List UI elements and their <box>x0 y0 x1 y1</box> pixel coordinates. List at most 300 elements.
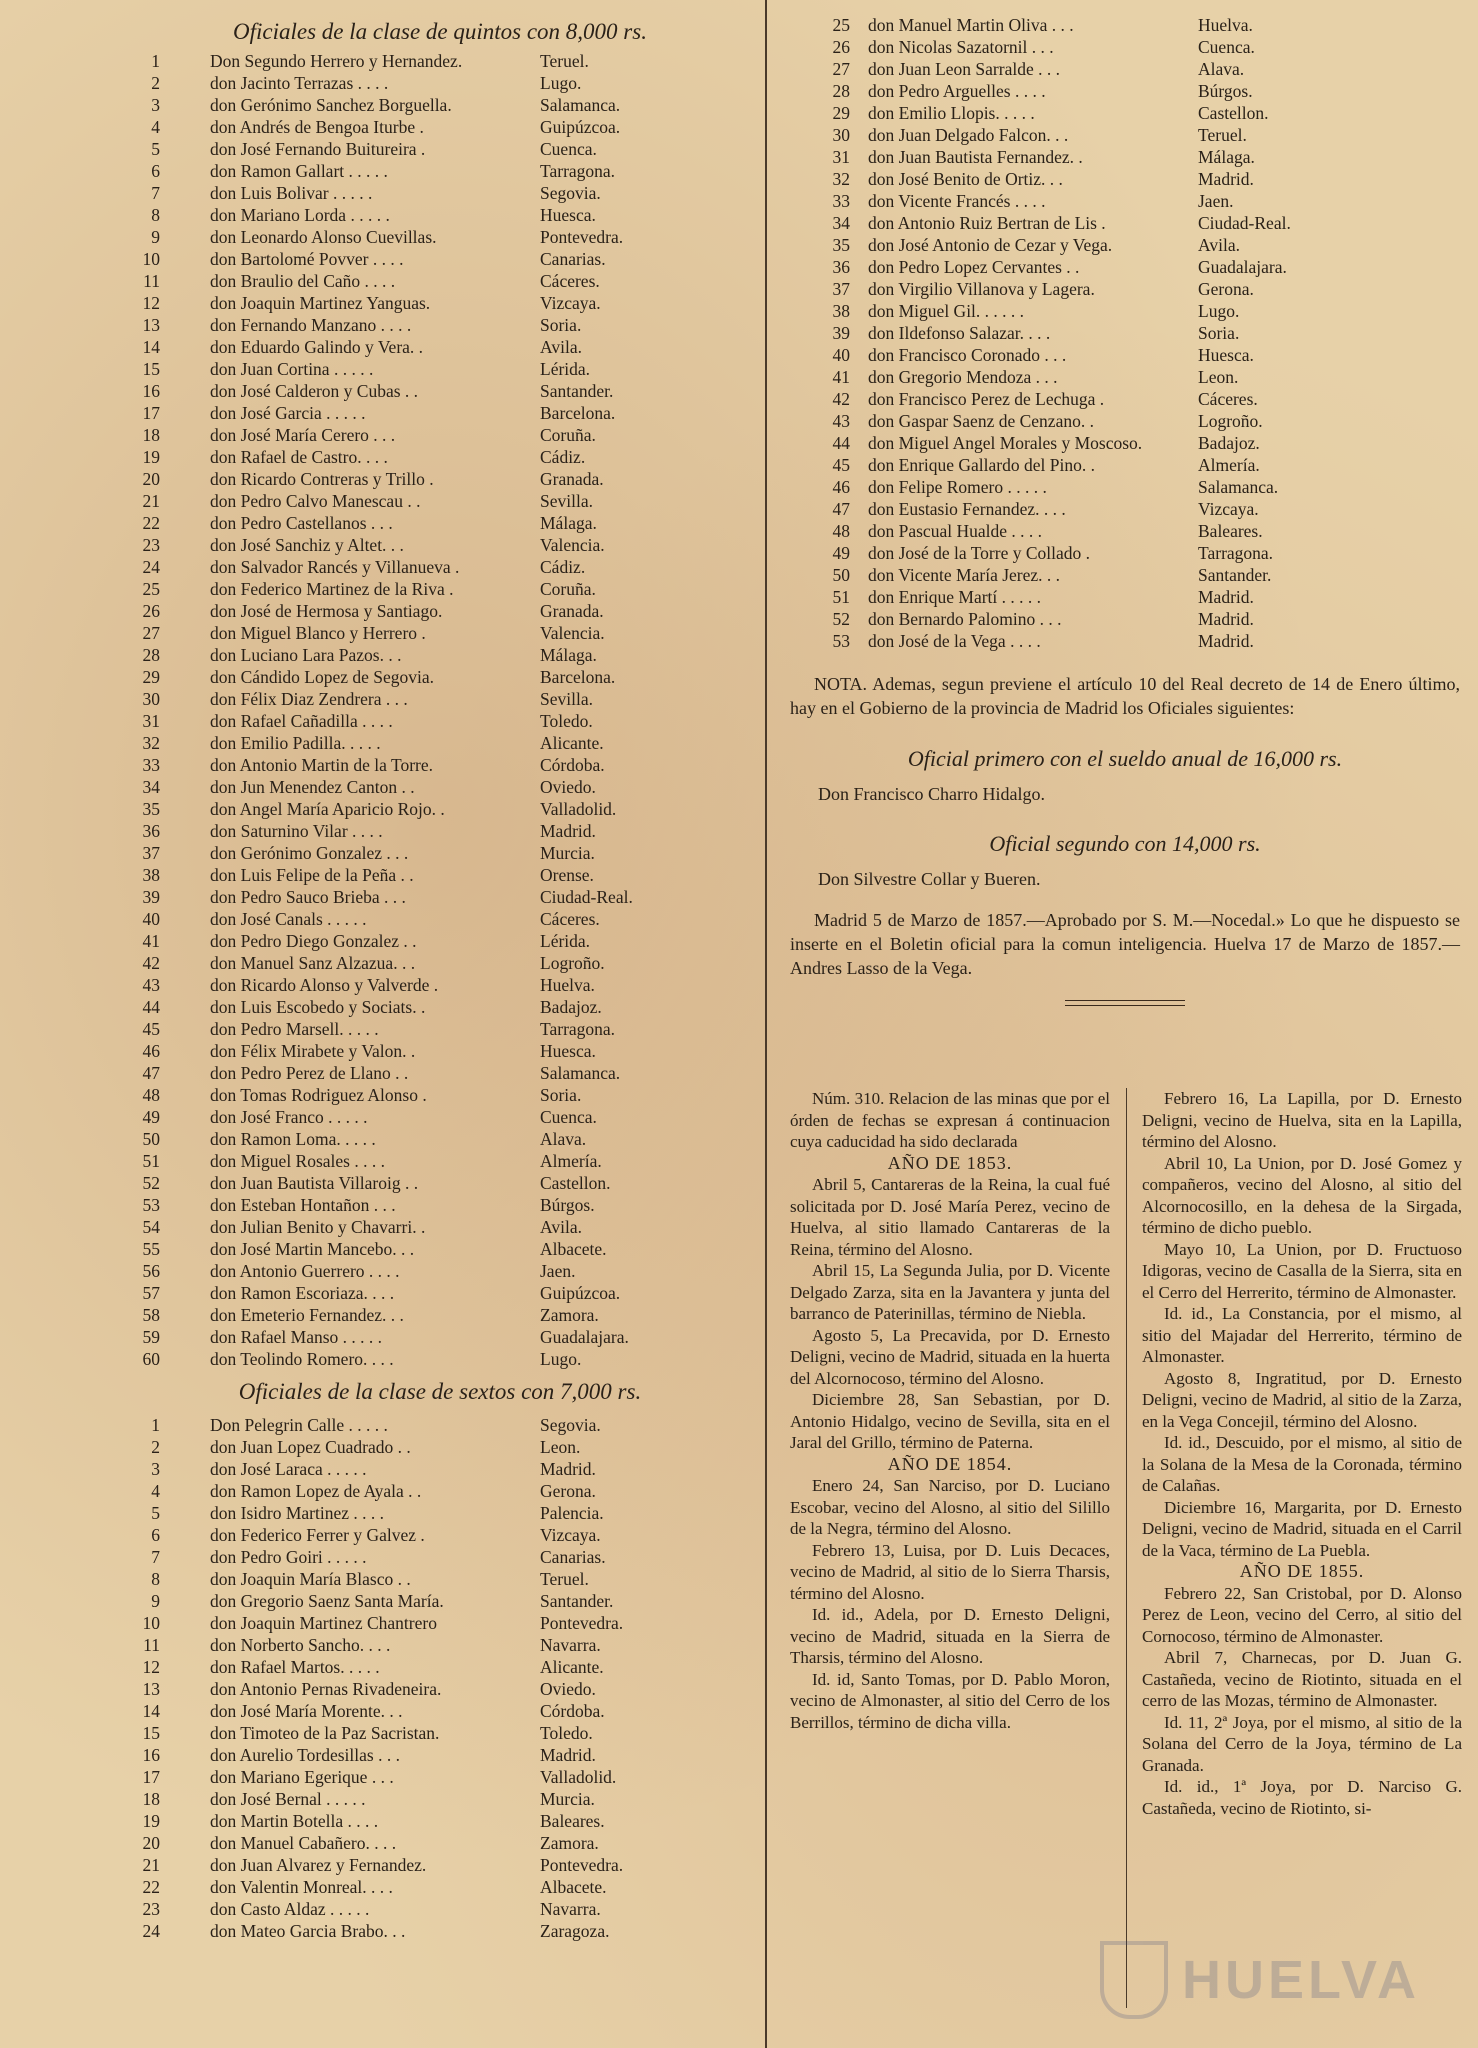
row-name: don Jacinto Terrazas . . . . <box>210 73 389 93</box>
row-name: don Pedro Perez de Llano . . <box>210 1063 409 1083</box>
list-row <box>120 644 760 666</box>
list-row <box>120 710 760 732</box>
row-province: Toledo. <box>540 1723 593 1743</box>
row-name: don Miguel Rosales . . . . <box>210 1151 385 1171</box>
list-row <box>790 212 1460 234</box>
row-number: 10 <box>142 1613 160 1633</box>
row-number: 11 <box>143 271 160 291</box>
row-number: 2 <box>151 73 160 93</box>
mine-entry: Diciembre 16, Margarita, por D. Ernesto Deligni, vecino de Madrid, situada en el Carril de la Vaca, término de La Puebla. <box>1142 1497 1462 1560</box>
row-number: 43 <box>142 975 160 995</box>
row-name: don Martin Botella . . . . <box>210 1811 379 1831</box>
row-name: don Teolindo Romero. . . . <box>210 1349 394 1369</box>
row-number: 35 <box>832 235 850 255</box>
row-province: Sevilla. <box>540 689 593 709</box>
list-row <box>120 1898 760 1920</box>
row-number: 42 <box>832 389 850 409</box>
row-province: Cádiz. <box>540 447 586 467</box>
row-number: 5 <box>151 139 160 159</box>
row-name: don Tomas Rodriguez Alonso . <box>210 1085 427 1105</box>
row-name: don Pedro Arguelles . . . . <box>868 81 1046 101</box>
row-number: 17 <box>142 1767 160 1787</box>
row-name: don Antonio Martin de la Torre. <box>210 755 433 775</box>
list-row <box>120 446 760 468</box>
row-province: Alava. <box>1198 59 1245 79</box>
row-province: Canarias. <box>540 1547 606 1567</box>
row-number: 24 <box>142 557 160 577</box>
nota-paragraph: NOTA. Ademas, segun previene el artículo 10 del Real decreto de 14 de Enero último, hay en el Gobierno de la provincia de Madrid los Oficiales siguientes: <box>790 674 1460 718</box>
row-name: don Pascual Hualde . . . . <box>868 521 1042 541</box>
row-number: 59 <box>142 1327 160 1347</box>
list-sextos <box>120 1414 760 1942</box>
row-province: Granada. <box>540 601 604 621</box>
row-province: Lérida. <box>540 359 591 379</box>
column-divider <box>765 0 767 2048</box>
row-province: Segovia. <box>540 1415 601 1435</box>
list-row <box>120 776 760 798</box>
row-province: Madrid. <box>1198 631 1254 651</box>
list-row <box>790 322 1460 344</box>
row-name: don Eduardo Galindo y Vera. . <box>210 337 424 357</box>
row-province: Madrid. <box>1198 587 1254 607</box>
list-row <box>120 270 760 292</box>
row-number: 27 <box>142 623 160 643</box>
row-province: Jaen. <box>1198 191 1234 211</box>
row-number: 12 <box>142 1657 160 1677</box>
mine-entry: Id. id, Santo Tomas, por D. Pablo Moron, vecino de Almonaster, al sitio del Cerro de los Berrillos, término de dicha villa. <box>790 1669 1110 1732</box>
row-name: don Fernando Manzano . . . . <box>210 315 412 335</box>
row-number: 57 <box>142 1283 160 1303</box>
row-number: 2 <box>151 1437 160 1457</box>
row-number: 15 <box>142 1723 160 1743</box>
row-province: Badajoz. <box>540 997 602 1017</box>
row-name: don Angel María Aparicio Rojo. . <box>210 799 445 819</box>
row-number: 39 <box>142 887 160 907</box>
row-name: don Pedro Sauco Brieba . . . <box>210 887 406 907</box>
row-province: Madrid. <box>540 1745 596 1765</box>
subheading-oficial-segundo: Oficial segundo con 14,000 rs. <box>989 831 1261 856</box>
row-province: Salamanca. <box>1198 477 1279 497</box>
mine-entry: Abril 15, La Segunda Julia, por D. Vicente Delgado Zarza, sita en la Javantera y junta del barranco de Paterinillas, término de Niebla. <box>790 1261 1110 1323</box>
row-province: Castellon. <box>540 1173 611 1193</box>
row-province: Tarragona. <box>540 161 616 181</box>
row-name: don Gregorio Saenz Santa María. <box>210 1591 444 1611</box>
row-province: Barcelona. <box>540 667 616 687</box>
list-row <box>120 622 760 644</box>
row-province: Segovia. <box>540 183 601 203</box>
row-number: 22 <box>142 1877 160 1897</box>
row-name: don Rafael Martos. . . . . <box>210 1657 380 1677</box>
row-name: don Vicente María Jerez. . . <box>868 565 1061 585</box>
row-number: 19 <box>142 1811 160 1831</box>
row-number: 26 <box>832 37 850 57</box>
row-number: 3 <box>151 95 160 115</box>
row-province: Alava. <box>540 1129 587 1149</box>
row-number: 35 <box>142 799 160 819</box>
list-row <box>120 1744 760 1766</box>
row-name: don Manuel Sanz Alzazua. . . <box>210 953 416 973</box>
mine-entry: Id. id., Adela, por D. Ernesto Deligni, vecino de Madrid, situada en la Sierra de Tharsis, término del Alosno. <box>790 1605 1110 1667</box>
list-row <box>790 388 1460 410</box>
list-row <box>120 1458 760 1480</box>
list-row <box>790 80 1460 102</box>
row-name: don José de la Vega . . . . <box>868 631 1041 651</box>
row-province: Badajoz. <box>1198 433 1260 453</box>
row-number: 6 <box>151 161 160 181</box>
row-name: don Antonio Pernas Rivadeneira. <box>210 1679 442 1699</box>
row-name: don Bartolomé Povver . . . . <box>210 249 404 269</box>
row-province: Murcia. <box>540 1789 595 1809</box>
list-row <box>120 490 760 512</box>
row-name: don Pedro Calvo Manescau . . <box>210 491 421 511</box>
row-name: don José Antonio de Cezar y Vega. <box>868 235 1113 255</box>
row-name: don Rafael Manso . . . . . <box>210 1327 383 1347</box>
list-row <box>120 94 760 116</box>
row-name: don Ramon Loma. . . . . <box>210 1129 376 1149</box>
row-name: don Joaquin Martinez Yanguas. <box>210 293 431 313</box>
list-row <box>120 182 760 204</box>
row-number: 8 <box>151 1569 160 1589</box>
row-number: 51 <box>832 587 850 607</box>
list-row <box>120 402 760 424</box>
list-row <box>120 1150 760 1172</box>
row-province: Toledo. <box>540 711 593 731</box>
list-row <box>120 358 760 380</box>
list-row <box>120 1304 760 1326</box>
row-province: Vizcaya. <box>540 1525 601 1545</box>
row-name: don Timoteo de la Paz Sacristan. <box>210 1723 440 1743</box>
row-province: Soria. <box>540 315 582 335</box>
list-row <box>120 1920 760 1942</box>
row-name: don Luis Escobedo y Sociats. . <box>210 997 426 1017</box>
row-name: don Norberto Sancho. . . . <box>210 1635 391 1655</box>
row-name: don Pedro Goiri . . . . . <box>210 1547 367 1567</box>
row-number: 44 <box>142 997 160 1017</box>
list-row <box>120 952 760 974</box>
row-number: 50 <box>832 565 850 585</box>
row-province: Canarias. <box>540 249 606 269</box>
row-number: 31 <box>832 147 850 167</box>
row-name: don Julian Benito y Chavarri. . <box>210 1217 426 1237</box>
row-province: Alicante. <box>540 1657 604 1677</box>
row-province: Barcelona. <box>540 403 616 423</box>
list-row <box>120 534 760 556</box>
row-province: Salamanca. <box>540 95 621 115</box>
row-province: Huelva. <box>1198 15 1253 35</box>
row-number: 21 <box>142 1855 160 1875</box>
row-number: 1 <box>151 1415 160 1435</box>
closing-paragraph: Madrid 5 de Marzo de 1857.—Aprobado por S. M.—Nocedal.» Lo que he dispuesto se inserte en el Boletin oficial para la comun inteligencia. Huelva 17 de Marzo de 1857.—Andres Lasso de la Vega. <box>790 910 1460 978</box>
row-name: don Gerónimo Sanchez Borguella. <box>210 95 452 115</box>
row-province: Castellon. <box>1198 103 1269 123</box>
list-row <box>790 630 1460 652</box>
mines-column-b <box>1142 1088 1462 1819</box>
list-row <box>790 278 1460 300</box>
row-name: don Salvador Rancés y Villanueva . <box>210 557 460 577</box>
row-name: don Eustasio Fernandez. . . . <box>868 499 1066 519</box>
row-province: Orense. <box>540 865 594 885</box>
list-row <box>120 1238 760 1260</box>
row-name: don José Fernando Buitureira . <box>210 139 426 159</box>
row-province: Madrid. <box>1198 609 1254 629</box>
row-name: don Pedro Diego Gonzalez . . <box>210 931 417 951</box>
row-number: 13 <box>142 1679 160 1699</box>
row-province: Baleares. <box>540 1811 605 1831</box>
list-row <box>790 256 1460 278</box>
row-number: 36 <box>142 821 160 841</box>
row-name: don Mariano Lorda . . . . . <box>210 205 390 225</box>
row-name: don José Garcia . . . . . <box>210 403 366 423</box>
row-province: Madrid. <box>540 821 596 841</box>
row-province: Guadalajara. <box>540 1327 629 1347</box>
row-name: don Isidro Martinez . . . . <box>210 1503 384 1523</box>
row-number: 58 <box>142 1305 160 1325</box>
row-name: don Manuel Cabañero. . . . <box>210 1833 397 1853</box>
row-number: 51 <box>142 1151 160 1171</box>
row-number: 52 <box>142 1173 160 1193</box>
row-number: 20 <box>142 469 160 489</box>
row-province: Málaga. <box>540 513 597 533</box>
row-number: 18 <box>142 425 160 445</box>
row-name: don Federico Ferrer y Galvez . <box>210 1525 425 1545</box>
mine-entry: Agosto 5, La Precavida, por D. Ernesto Deligni, vecino de Madrid, situada en la huerta del Alcornocoso, término del Alosno. <box>790 1325 1110 1388</box>
list-row <box>790 410 1460 432</box>
list-row <box>120 50 760 72</box>
row-name: don Bernardo Palomino . . . <box>868 609 1062 629</box>
list-row <box>120 1722 760 1744</box>
list-row <box>120 1326 760 1348</box>
mine-entry: Id. id., Descuido, por el mismo, al sitio de la Solana de la Mesa de la Coronada, término de Calañas. <box>1142 1433 1462 1495</box>
row-name: don Ramon Escoriaza. . . . <box>210 1283 395 1303</box>
row-name: don Gregorio Mendoza . . . <box>868 367 1058 387</box>
mine-entry: Abril 5, Cantareras de la Reina, la cual fué solicitada por D. José María Perez, vecino de Huelva, al sitio llamado Cantareras de la Reina, término del Alosno. <box>790 1175 1110 1259</box>
year-heading: AÑO DE 1855. <box>1239 1561 1365 1581</box>
row-number: 38 <box>142 865 160 885</box>
row-province: Lugo. <box>1198 301 1240 321</box>
row-number: 38 <box>832 301 850 321</box>
list-sextos-continued <box>790 14 1460 652</box>
row-province: Valencia. <box>540 623 605 643</box>
row-number: 46 <box>832 477 850 497</box>
list-row <box>790 14 1460 36</box>
row-number: 5 <box>151 1503 160 1523</box>
row-province: Navarra. <box>540 1635 601 1655</box>
list-quintos <box>120 50 760 1370</box>
list-row <box>120 1612 760 1634</box>
row-name: don José Sanchiz y Altet. . . <box>210 535 404 555</box>
list-row <box>120 864 760 886</box>
row-number: 32 <box>142 733 160 753</box>
year-heading: AÑO DE 1853. <box>887 1152 1013 1173</box>
row-number: 14 <box>142 337 160 357</box>
row-number: 26 <box>142 601 160 621</box>
list-row <box>120 688 760 710</box>
row-number: 45 <box>142 1019 160 1039</box>
row-name: don Antonio Guerrero . . . . <box>210 1261 400 1281</box>
row-province: Búrgos. <box>1198 81 1253 101</box>
list-row <box>120 138 760 160</box>
list-row <box>120 292 760 314</box>
list-row <box>120 1282 760 1304</box>
row-province: Lugo. <box>540 1349 582 1369</box>
row-name: don Leonardo Alonso Cuevillas. <box>210 227 437 247</box>
row-name: don Luciano Lara Pazos. . . <box>210 645 402 665</box>
row-number: 16 <box>142 381 160 401</box>
row-province: Navarra. <box>540 1899 601 1919</box>
list-row <box>120 1700 760 1722</box>
row-province: Málaga. <box>1198 147 1255 167</box>
mines-section <box>790 1088 1460 2018</box>
row-province: Cáceres. <box>1198 389 1258 409</box>
row-name: don Enrique Gallardo del Pino. . <box>868 455 1095 475</box>
row-province: Cuenca. <box>540 139 597 159</box>
row-number: 7 <box>151 1547 160 1567</box>
row-province: Huesca. <box>1198 345 1254 365</box>
list-row <box>120 1480 760 1502</box>
row-name: don Miguel Angel Morales y Moscoso. <box>868 433 1143 453</box>
person-oficial-primero: Don Francisco Charro Hidalgo. <box>818 784 1045 804</box>
row-province: Soria. <box>540 1085 582 1105</box>
list-row <box>120 468 760 490</box>
row-name: Don Pelegrin Calle . . . . . <box>210 1415 388 1435</box>
shield-icon <box>1100 1941 1168 2019</box>
row-number: 34 <box>142 777 160 797</box>
mine-entry: Febrero 13, Luisa, por D. Luis Decaces, vecino de Madrid, al sitio de lo Sierra Tharsis, término del Alosno. <box>790 1540 1110 1603</box>
row-province: Cuenca. <box>1198 37 1255 57</box>
left-column <box>120 14 760 1942</box>
row-province: Santander. <box>1198 565 1272 585</box>
row-province: Huesca. <box>540 205 596 225</box>
list-row <box>120 116 760 138</box>
row-number: 41 <box>142 931 160 951</box>
row-number: 4 <box>151 1481 160 1501</box>
row-number: 9 <box>151 1591 160 1611</box>
row-number: 18 <box>142 1789 160 1809</box>
row-province: Albacete. <box>540 1239 607 1259</box>
row-name: don Enrique Martí . . . . . <box>868 587 1042 607</box>
row-name: don Mariano Egerique . . . <box>210 1767 394 1787</box>
person-oficial-segundo: Don Silvestre Collar y Bueren. <box>818 869 1041 889</box>
row-number: 28 <box>142 645 160 665</box>
row-number: 54 <box>142 1217 160 1237</box>
row-number: 23 <box>142 535 160 555</box>
list-row <box>120 820 760 842</box>
row-number: 14 <box>142 1701 160 1721</box>
list-row <box>120 1106 760 1128</box>
row-number: 53 <box>832 631 850 651</box>
row-province: Pontevedra. <box>540 227 624 247</box>
list-row <box>120 732 760 754</box>
row-province: Sevilla. <box>540 491 593 511</box>
row-number: 1 <box>151 51 160 71</box>
row-name: don Gerónimo Gonzalez . . . <box>210 843 409 863</box>
list-row <box>120 1656 760 1678</box>
list-row <box>120 1832 760 1854</box>
list-row <box>120 1348 760 1370</box>
list-row <box>790 366 1460 388</box>
list-row <box>120 1766 760 1788</box>
row-province: Teruel. <box>540 51 589 71</box>
list-row <box>120 1414 760 1436</box>
row-name: don Gaspar Saenz de Cenzano. . <box>868 411 1094 431</box>
row-number: 12 <box>142 293 160 313</box>
list-row <box>120 1546 760 1568</box>
list-row <box>790 124 1460 146</box>
subcolumn-divider <box>1126 1088 1127 2008</box>
list-row <box>120 1062 760 1084</box>
row-province: Zaragoza. <box>540 1921 610 1941</box>
row-number: 27 <box>832 59 850 79</box>
row-number: 7 <box>151 183 160 203</box>
list-row <box>120 336 760 358</box>
row-number: 60 <box>142 1349 160 1369</box>
row-name: don Pedro Marsell. . . . . <box>210 1019 379 1039</box>
row-number: 40 <box>142 909 160 929</box>
row-name: don Ricardo Alonso y Valverde . <box>210 975 439 995</box>
row-province: Gerona. <box>540 1481 596 1501</box>
list-row <box>790 542 1460 564</box>
list-row <box>790 586 1460 608</box>
row-province: Logroño. <box>540 953 605 973</box>
row-number: 44 <box>832 433 850 453</box>
row-name: don Jun Menendez Canton . . <box>210 777 415 797</box>
mine-entry: Mayo 10, La Union, por D. Fructuoso Idigoras, vecino de Casalla de la Sierra, sita en el Cerro del Herrerito, término de Almonaster. <box>1142 1239 1462 1302</box>
row-province: Albacete. <box>540 1877 607 1897</box>
row-province: Málaga. <box>540 645 597 665</box>
row-number: 43 <box>832 411 850 431</box>
row-name: don Casto Aldaz . . . . . <box>210 1899 370 1919</box>
row-name: don Braulio del Caño . . . . <box>210 271 396 291</box>
list-row <box>120 512 760 534</box>
row-name: don Félix Diaz Zendrera . . . <box>210 689 408 709</box>
row-name: don José Martin Mancebo. . . <box>210 1239 415 1259</box>
list-row <box>120 1810 760 1832</box>
list-row <box>790 190 1460 212</box>
row-name: don Luis Felipe de la Peña . . <box>210 865 414 885</box>
mine-entry: Diciembre 28, San Sebastian, por D. Antonio Hidalgo, vecino de Sevilla, sita en el Jaral del Grillo, término de Paterna. <box>790 1390 1110 1452</box>
row-province: Huelva. <box>540 975 595 995</box>
row-name: don Nicolas Sazatornil . . . <box>868 37 1054 57</box>
row-name: don Francisco Perez de Lechuga . <box>868 389 1105 409</box>
row-province: Jaen. <box>540 1261 576 1281</box>
list-row <box>120 160 760 182</box>
row-number: 17 <box>142 403 160 423</box>
row-province: Leon. <box>540 1437 581 1457</box>
row-name: don Juan Bautista Villaroig . . <box>210 1173 419 1193</box>
row-number: 33 <box>142 755 160 775</box>
row-province: Pontevedra. <box>540 1613 624 1633</box>
row-number: 22 <box>142 513 160 533</box>
row-province: Logroño. <box>1198 411 1263 431</box>
row-province: Salamanca. <box>540 1063 621 1083</box>
row-province: Valladolid. <box>540 1767 617 1787</box>
row-province: Palencia. <box>540 1503 604 1523</box>
row-name: don Mateo Garcia Brabo. . . <box>210 1921 406 1941</box>
list-row <box>120 1524 760 1546</box>
row-province: Teruel. <box>1198 125 1247 145</box>
row-province: Ciudad-Real. <box>540 887 633 907</box>
row-province: Córdoba. <box>540 1701 605 1721</box>
row-province: Cuenca. <box>540 1107 597 1127</box>
row-province: Granada. <box>540 469 604 489</box>
row-province: Santander. <box>540 1591 614 1611</box>
row-province: Zamora. <box>540 1305 599 1325</box>
row-province: Baleares. <box>1198 521 1263 541</box>
row-province: Avila. <box>540 337 582 357</box>
mine-entry: Abril 7, Charnecas, por D. Juan G. Castañeda, vecino de Riotinto, situada en el cerro de las Mozas, término de Almonaster. <box>1142 1648 1462 1710</box>
row-number: 20 <box>142 1833 160 1853</box>
list-row <box>120 1876 760 1898</box>
